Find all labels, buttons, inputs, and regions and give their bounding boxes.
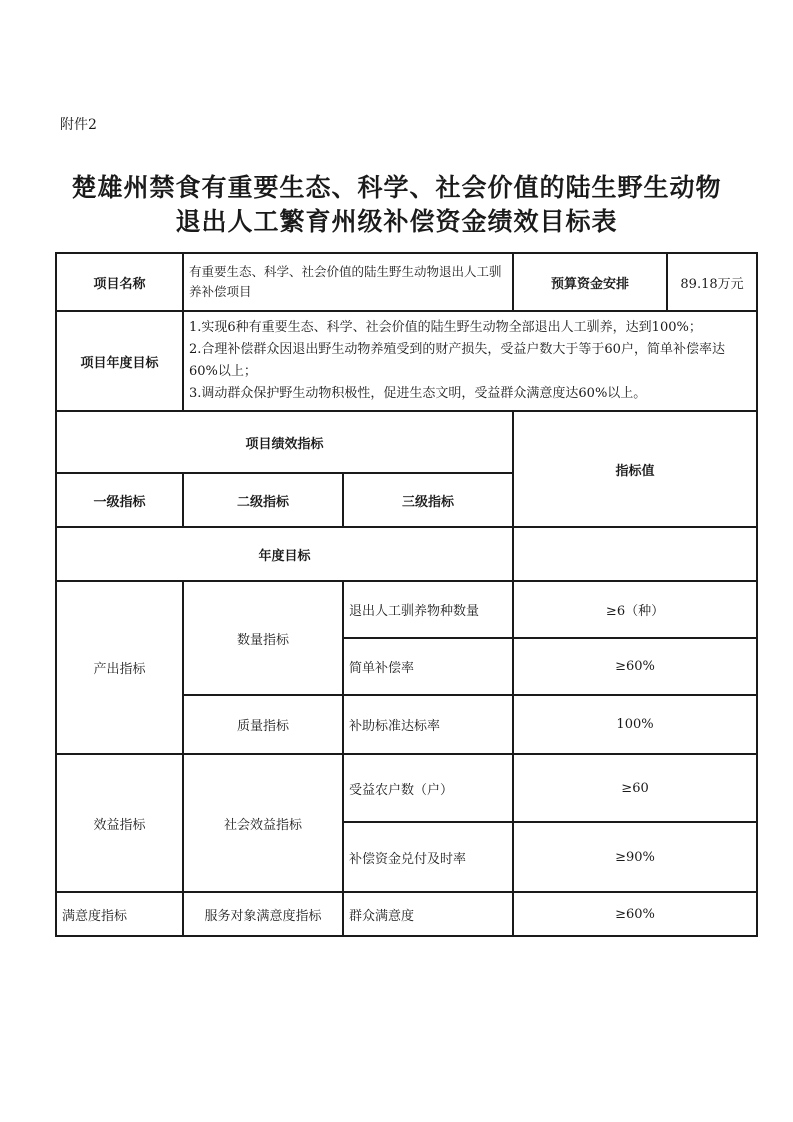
quality-indicator-label: 质量指标 <box>183 695 343 754</box>
indicator-value: ≥60% <box>513 638 757 695</box>
project-name-label: 项目名称 <box>56 253 183 311</box>
annual-goal-row <box>56 311 757 411</box>
indicator-name: 受益农户数（户） <box>343 754 513 822</box>
quantity-indicator-label: 数量指标 <box>183 581 343 695</box>
indicator-name: 简单补偿率 <box>343 638 513 695</box>
indicator-name: 退出人工驯养物种数量 <box>343 581 513 638</box>
indicator-value: ≥60 <box>513 754 757 822</box>
indicator-name: 补助标准达标率 <box>343 695 513 754</box>
attachment-label: 附件2 <box>60 117 97 133</box>
output-indicator-label: 产出指标 <box>56 581 183 754</box>
project-name-row <box>56 253 757 311</box>
performance-target-table <box>55 252 758 937</box>
budget-label: 预算资金安排 <box>513 253 667 311</box>
project-name-value: 有重要生态、科学、社会价值的陆生野生动物退出人工驯养补偿项目 <box>183 253 513 311</box>
budget-value: 89.18万元 <box>667 253 757 311</box>
annual-target-header: 年度目标 <box>56 527 513 581</box>
indicator-value: 100% <box>513 695 757 754</box>
annual-goal-line-1: 1.实现6种有重要生态、科学、社会价值的陆生野生动物全部退出人工驯养，达到100%； <box>189 320 702 335</box>
annual-target-empty-cell <box>513 527 757 581</box>
indicator-group-header-row <box>56 411 757 473</box>
indicator-group-header: 项目绩效指标 <box>56 411 513 473</box>
social-benefit-indicator-label: 社会效益指标 <box>183 754 343 892</box>
annual-goal-line-2: 2.合理补偿群众因退出野生动物养殖受到的财产损失，受益户数大于等于60户，简单补偿率达60%以上； <box>189 342 725 379</box>
page-title-line-2: 退出人工繁育州级补偿资金绩效目标表 <box>175 207 618 236</box>
table-row <box>56 581 757 638</box>
annual-target-row <box>56 527 757 581</box>
level3-header: 三级指标 <box>343 473 513 527</box>
indicator-value-header: 指标值 <box>513 411 757 527</box>
indicator-value: ≥90% <box>513 822 757 892</box>
service-satisfaction-indicator-label: 服务对象满意度指标 <box>183 892 343 936</box>
benefit-indicator-label: 效益指标 <box>56 754 183 892</box>
table-row <box>56 754 757 822</box>
annual-goal-label: 项目年度目标 <box>56 311 183 411</box>
table-row <box>56 892 757 936</box>
level2-header: 二级指标 <box>183 473 343 527</box>
indicator-value: ≥60% <box>513 892 757 936</box>
page-title-line-1: 楚雄州禁食有重要生态、科学、社会价值的陆生野生动物 <box>71 173 722 202</box>
indicator-value: ≥6（种） <box>513 581 757 638</box>
level1-header: 一级指标 <box>56 473 183 527</box>
annual-goal-text <box>183 311 757 411</box>
annual-goal-line-3: 3.调动群众保护野生动物积极性，促进生态文明，受益群众满意度达60%以上。 <box>189 386 647 401</box>
indicator-name: 群众满意度 <box>343 892 513 936</box>
indicator-name: 补偿资金兑付及时率 <box>343 822 513 892</box>
satisfaction-indicator-label: 满意度指标 <box>56 892 183 936</box>
